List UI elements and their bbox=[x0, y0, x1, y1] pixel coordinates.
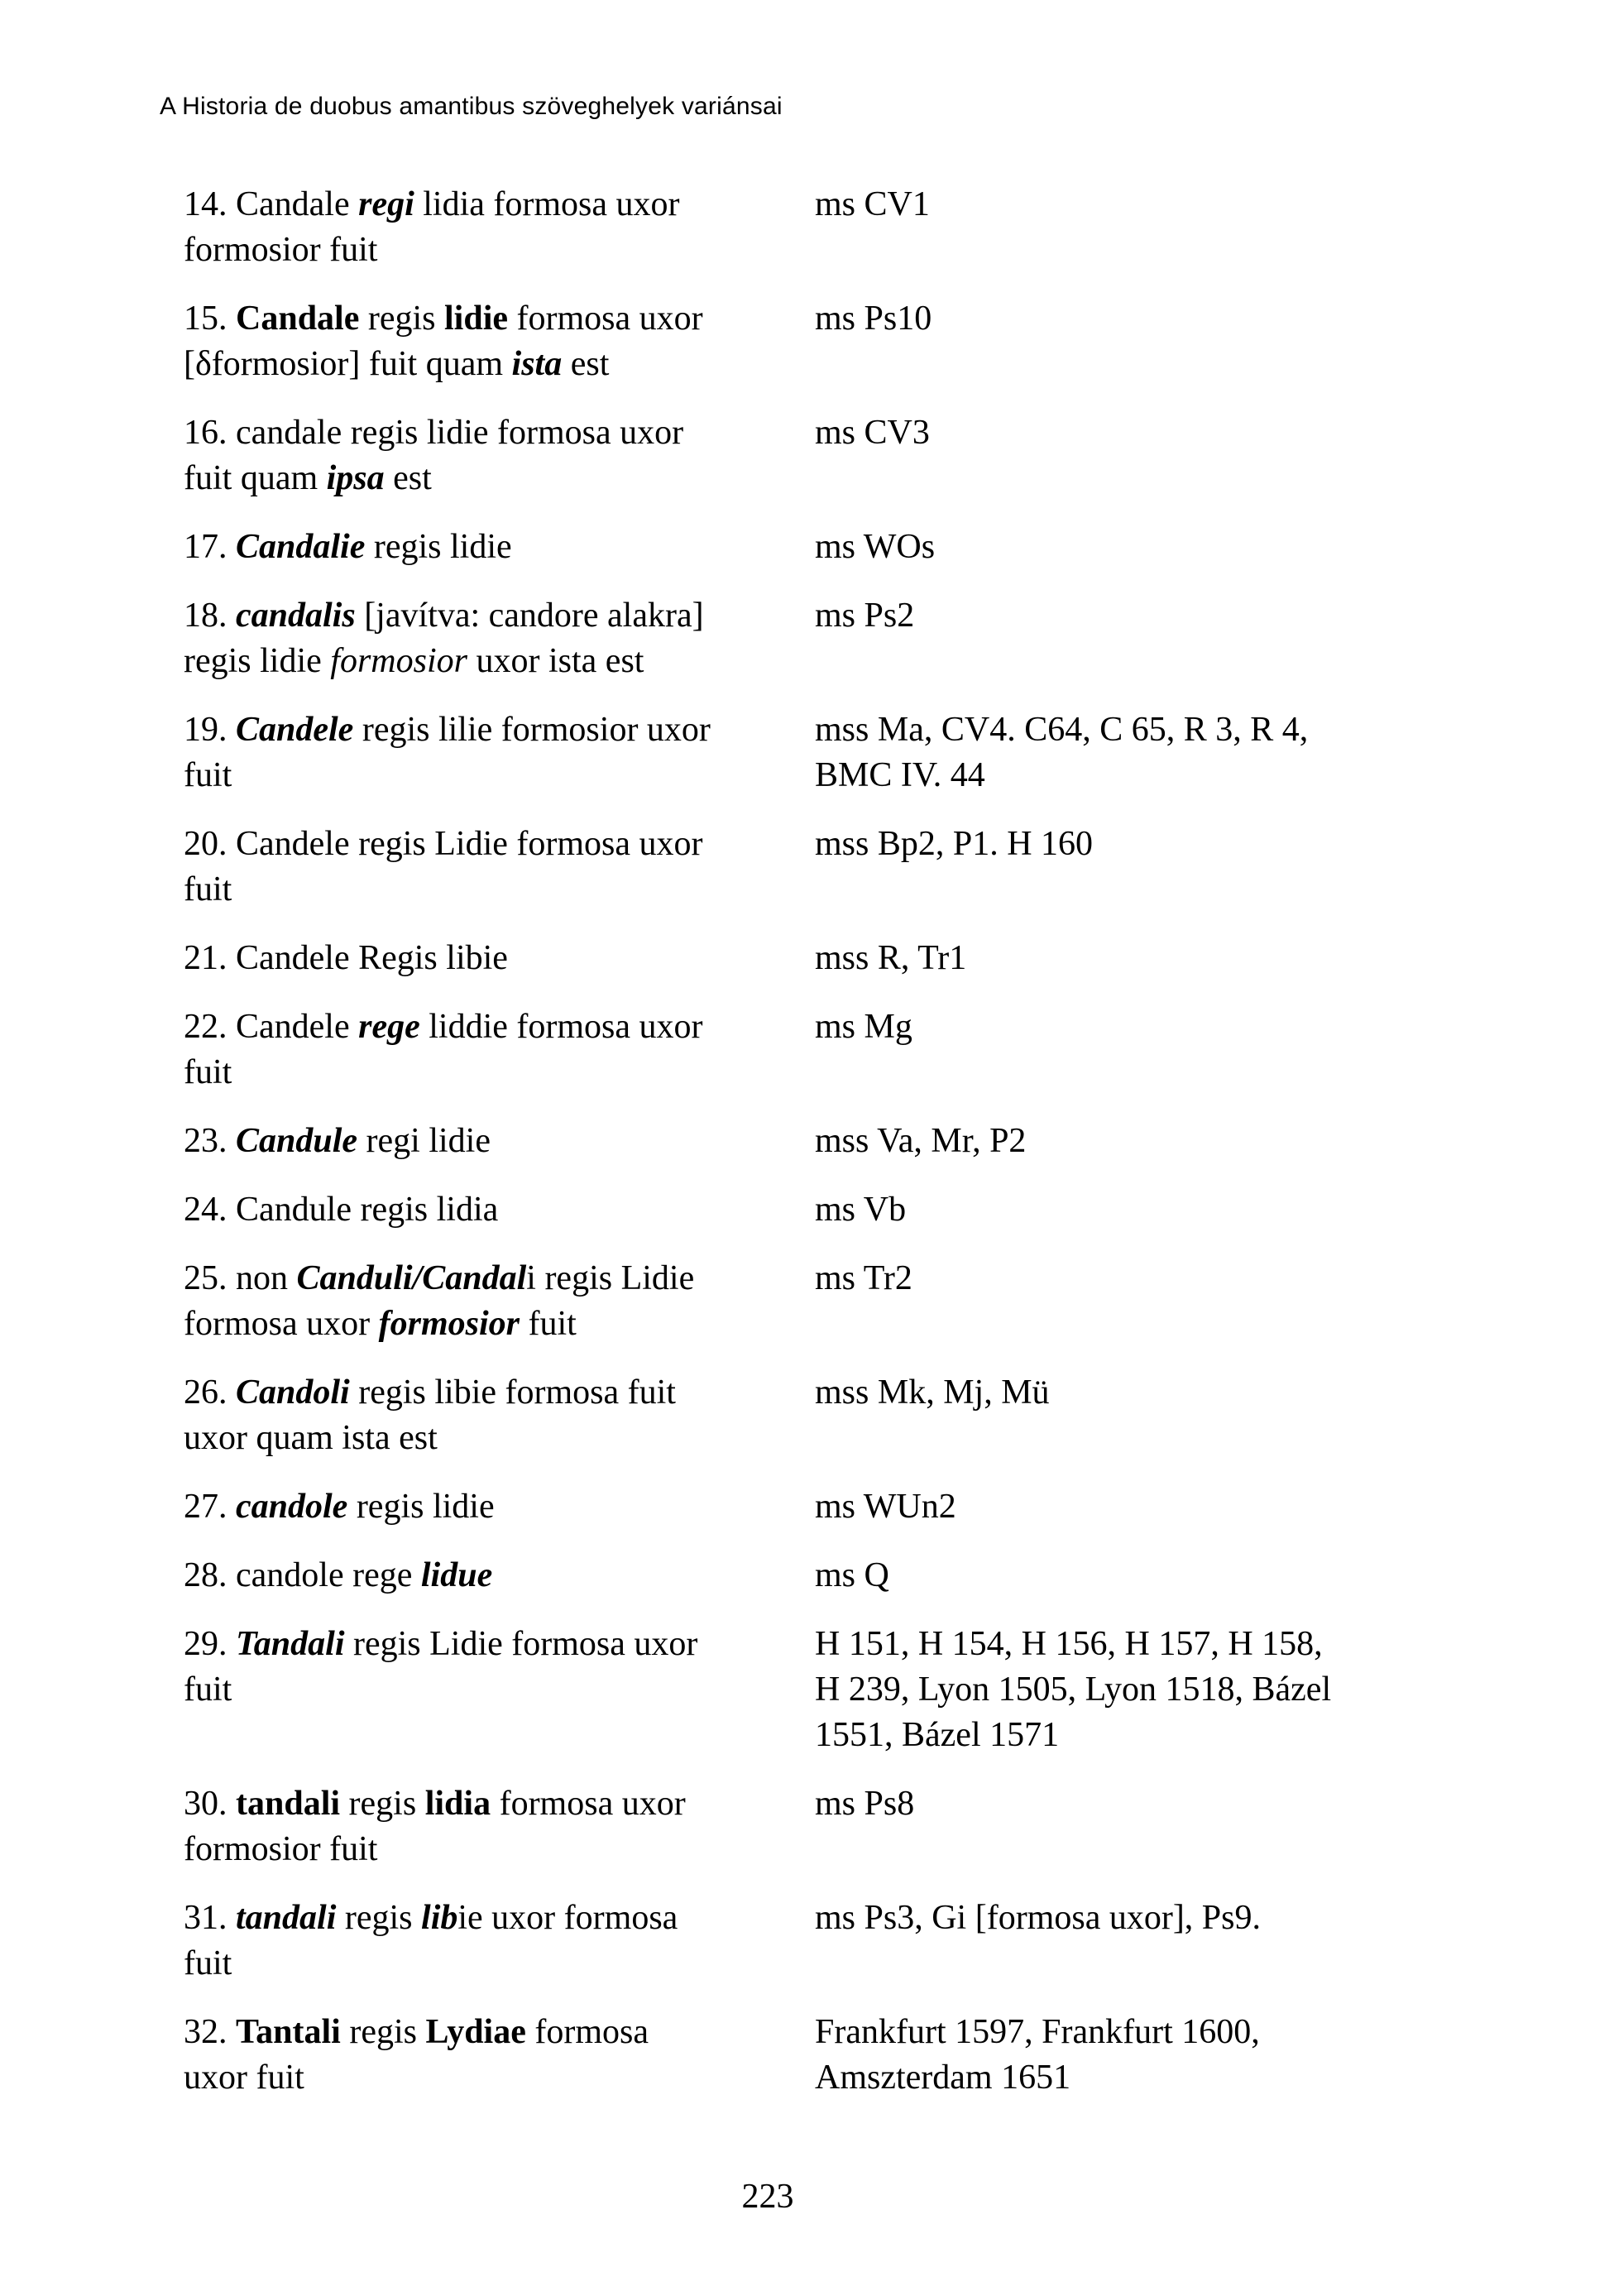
variant-text bbox=[184, 1484, 815, 1530]
witness-line: BMC IV. 44 bbox=[815, 756, 985, 794]
witness-line: mss Va, Mr, P2 bbox=[815, 1122, 1027, 1160]
witness-line: ms Ps2 bbox=[815, 597, 915, 635]
text-segment: Candoli bbox=[236, 1373, 350, 1412]
text-segment: formosior bbox=[378, 1305, 520, 1343]
text-segment: 20. Candele regis Lidie formosa uxor bbox=[184, 825, 703, 863]
text-segment: regis lilie formosior uxor bbox=[353, 711, 711, 749]
text-segment: 16. candale regis lidie formosa uxor bbox=[184, 414, 684, 452]
witness-line: ms Q bbox=[815, 1556, 889, 1594]
witness-sigla bbox=[815, 1553, 1406, 1599]
witness-line: mss Bp2, P1. H 160 bbox=[815, 825, 1094, 863]
text-segment: 21. Candele Regis libie bbox=[184, 939, 508, 977]
text-segment: uxor quam ista est bbox=[184, 1419, 438, 1457]
text-segment: 27. bbox=[184, 1488, 236, 1526]
variant-text bbox=[184, 1781, 815, 1872]
witness-line: H 239, Lyon 1505, Lyon 1518, Bázel bbox=[815, 1670, 1332, 1709]
witness-sigla bbox=[815, 1119, 1406, 1164]
variant-text bbox=[184, 1896, 815, 1987]
witness-line: ms Ps10 bbox=[815, 300, 932, 338]
witness-sigla bbox=[815, 182, 1406, 273]
variant-entry bbox=[184, 707, 1406, 798]
variant-text bbox=[184, 2010, 815, 2101]
variant-entry bbox=[184, 936, 1406, 981]
witness-sigla bbox=[815, 1256, 1406, 1347]
text-segment: 24. Candule regis lidia bbox=[184, 1191, 499, 1229]
text-segment: 25. non bbox=[184, 1259, 297, 1297]
witness-sigla bbox=[815, 593, 1406, 684]
witness-line: Frankfurt 1597, Frankfurt 1600, bbox=[815, 2013, 1260, 2051]
variant-line bbox=[184, 456, 815, 501]
text-segment: regis lidie bbox=[347, 1488, 495, 1526]
variant-entry bbox=[184, 1622, 1406, 1758]
variant-line bbox=[184, 2010, 815, 2055]
text-segment: regis lidie bbox=[365, 528, 512, 566]
variant-line bbox=[184, 1187, 815, 1233]
witness-line: ms WUn2 bbox=[815, 1488, 956, 1526]
variant-entry bbox=[184, 1781, 1406, 1872]
variant-line bbox=[184, 1050, 815, 1095]
witness-sigla bbox=[815, 1781, 1406, 1872]
text-segment: fuit bbox=[519, 1305, 577, 1343]
text-segment: [δformosior] fuit quam bbox=[184, 345, 512, 383]
text-segment: Candalie bbox=[236, 528, 366, 566]
page-number: 223 bbox=[741, 2178, 794, 2216]
text-segment: 28. candole rege bbox=[184, 1556, 421, 1594]
text-segment: 29. bbox=[184, 1625, 236, 1663]
variant-line bbox=[184, 182, 815, 228]
variant-line bbox=[184, 525, 815, 570]
variant-entry bbox=[184, 1004, 1406, 1095]
variant-text bbox=[184, 707, 815, 798]
text-segment: candalis bbox=[236, 597, 356, 635]
variant-list bbox=[184, 182, 1406, 2124]
variant-text bbox=[184, 1553, 815, 1599]
text-segment: Tantali bbox=[236, 2013, 341, 2051]
text-segment: tandali bbox=[236, 1899, 337, 1937]
variant-line bbox=[184, 936, 815, 981]
text-segment: ie uxor formosa bbox=[457, 1899, 678, 1937]
variant-entry bbox=[184, 1119, 1406, 1164]
witness-sigla bbox=[815, 2010, 1406, 2101]
witness-sigla bbox=[815, 1004, 1406, 1095]
text-segment: regi lidie bbox=[357, 1122, 491, 1160]
text-segment: fuit bbox=[184, 1670, 232, 1709]
text-segment: 26. bbox=[184, 1373, 236, 1412]
text-segment: Canduli/Candal bbox=[296, 1259, 527, 1297]
witness-sigla bbox=[815, 822, 1406, 913]
text-segment: fuit bbox=[184, 1053, 232, 1091]
variant-line bbox=[184, 342, 815, 387]
witness-sigla bbox=[815, 525, 1406, 570]
text-segment: regis lidie bbox=[184, 642, 331, 680]
witness-line: ms Vb bbox=[815, 1191, 907, 1229]
text-segment: fuit bbox=[184, 1944, 232, 1982]
text-segment: regis libie formosa fuit bbox=[349, 1373, 676, 1412]
text-segment: fuit bbox=[184, 870, 232, 908]
text-segment: liddie formosa uxor bbox=[419, 1008, 703, 1046]
text-segment: uxor ista est bbox=[467, 642, 644, 680]
text-segment: formosa uxor bbox=[184, 1305, 379, 1343]
variant-entry bbox=[184, 822, 1406, 913]
text-segment: fuit bbox=[184, 756, 232, 794]
variant-entry bbox=[184, 182, 1406, 273]
variant-text bbox=[184, 1370, 815, 1461]
witness-line: H 151, H 154, H 156, H 157, H 158, bbox=[815, 1625, 1323, 1663]
text-segment: lidue bbox=[420, 1556, 493, 1594]
variant-text bbox=[184, 1004, 815, 1095]
witness-line: mss Ma, CV4. C64, C 65, R 3, R 4, bbox=[815, 711, 1309, 749]
witness-sigla bbox=[815, 936, 1406, 981]
variant-text bbox=[184, 1119, 815, 1164]
text-segment: regis bbox=[340, 2013, 426, 2051]
witness-sigla bbox=[815, 707, 1406, 798]
variant-line bbox=[184, 1370, 815, 1416]
variant-text bbox=[184, 822, 815, 913]
text-segment: Candule bbox=[236, 1122, 358, 1160]
running-head: A Historia de duobus amantibus szöveghelyek variánsai bbox=[160, 93, 783, 120]
witness-line: 1551, Bázel 1571 bbox=[815, 1716, 1060, 1754]
text-segment: formosior fuit bbox=[184, 1830, 378, 1868]
variant-line bbox=[184, 1256, 815, 1301]
variant-text bbox=[184, 936, 815, 981]
witness-line: ms CV3 bbox=[815, 414, 930, 452]
witness-sigla bbox=[815, 410, 1406, 501]
variant-line bbox=[184, 1484, 815, 1530]
variant-line bbox=[184, 822, 815, 867]
text-segment: formosa uxor bbox=[508, 300, 703, 338]
text-segment: lidie bbox=[444, 300, 509, 338]
variant-text bbox=[184, 593, 815, 684]
variant-entry bbox=[184, 525, 1406, 570]
variant-line bbox=[184, 296, 815, 342]
witness-line: ms WOs bbox=[815, 528, 936, 566]
variant-entry bbox=[184, 1553, 1406, 1599]
text-segment: regis bbox=[336, 1899, 422, 1937]
variant-entry bbox=[184, 410, 1406, 501]
variant-line bbox=[184, 410, 815, 456]
variant-line bbox=[184, 639, 815, 684]
witness-line: Amszterdam 1651 bbox=[815, 2059, 1071, 2097]
variant-text bbox=[184, 1256, 815, 1347]
variant-text bbox=[184, 182, 815, 273]
variant-text bbox=[184, 1622, 815, 1758]
text-segment: ipsa bbox=[326, 459, 385, 497]
witness-line: ms Ps8 bbox=[815, 1785, 915, 1823]
variant-entry bbox=[184, 593, 1406, 684]
text-segment: lidia bbox=[424, 1785, 491, 1823]
text-segment: 30. bbox=[184, 1785, 236, 1823]
text-segment: i regis Lidie bbox=[526, 1259, 695, 1297]
witness-sigla bbox=[815, 296, 1406, 387]
text-segment: lib bbox=[421, 1899, 458, 1937]
text-segment: 17. bbox=[184, 528, 236, 566]
variant-entry bbox=[184, 2010, 1406, 2101]
text-segment: 19. bbox=[184, 711, 236, 749]
witness-sigla bbox=[815, 1370, 1406, 1461]
variant-entry bbox=[184, 1256, 1406, 1347]
text-segment: 15. bbox=[184, 300, 236, 338]
witness-line: mss Mk, Mj, Mü bbox=[815, 1373, 1050, 1412]
variant-entry bbox=[184, 1187, 1406, 1233]
text-segment: 23. bbox=[184, 1122, 236, 1160]
variant-line bbox=[184, 1416, 815, 1461]
witness-line: mss R, Tr1 bbox=[815, 939, 967, 977]
text-segment: Lydiae bbox=[425, 2013, 526, 2051]
text-segment: lidia formosa uxor bbox=[414, 185, 680, 223]
variant-line bbox=[184, 1667, 815, 1713]
variant-line bbox=[184, 1827, 815, 1872]
variant-line bbox=[184, 1781, 815, 1827]
variant-line bbox=[184, 1941, 815, 1987]
variant-line bbox=[184, 1896, 815, 1941]
text-segment: formosior bbox=[330, 642, 467, 680]
witness-line: ms Mg bbox=[815, 1008, 912, 1046]
variant-line bbox=[184, 707, 815, 753]
text-segment: regi bbox=[358, 185, 414, 223]
text-segment: Candele bbox=[236, 711, 354, 749]
variant-line bbox=[184, 1004, 815, 1050]
variant-text bbox=[184, 410, 815, 501]
variant-line bbox=[184, 867, 815, 913]
text-segment: candole bbox=[236, 1488, 348, 1526]
variant-line bbox=[184, 1622, 815, 1667]
variant-entry bbox=[184, 1896, 1406, 1987]
text-segment: regis Lidie formosa uxor bbox=[344, 1625, 698, 1663]
variant-line bbox=[184, 2055, 815, 2101]
text-segment: fuit quam bbox=[184, 459, 327, 497]
variant-line bbox=[184, 1119, 815, 1164]
text-segment: formosa bbox=[525, 2013, 649, 2051]
variant-text bbox=[184, 296, 815, 387]
text-segment: 14. Candale bbox=[184, 185, 359, 223]
text-segment: 32. bbox=[184, 2013, 236, 2051]
text-segment: est bbox=[384, 459, 432, 497]
witness-line: ms Tr2 bbox=[815, 1259, 912, 1297]
witness-line: ms Ps3, Gi [formosa uxor], Ps9. bbox=[815, 1899, 1262, 1937]
variant-entry bbox=[184, 296, 1406, 387]
variant-line bbox=[184, 1301, 815, 1347]
variant-entry bbox=[184, 1484, 1406, 1530]
text-segment: 18. bbox=[184, 597, 236, 635]
text-segment: Candale bbox=[236, 300, 360, 338]
text-segment: est bbox=[562, 345, 610, 383]
text-segment: Tandali bbox=[236, 1625, 345, 1663]
text-segment: tandali bbox=[236, 1785, 341, 1823]
variant-line bbox=[184, 1553, 815, 1599]
text-segment: 22. Candele bbox=[184, 1008, 359, 1046]
variant-text bbox=[184, 1187, 815, 1233]
text-segment: regis bbox=[340, 1785, 425, 1823]
variant-entry bbox=[184, 1370, 1406, 1461]
variant-text bbox=[184, 525, 815, 570]
text-segment: formosior fuit bbox=[184, 231, 378, 269]
text-segment: regis bbox=[359, 300, 445, 338]
variant-line bbox=[184, 228, 815, 273]
variant-line bbox=[184, 593, 815, 639]
text-segment: 31. bbox=[184, 1899, 236, 1937]
witness-sigla bbox=[815, 1187, 1406, 1233]
witness-sigla bbox=[815, 1622, 1406, 1758]
text-segment: formosa uxor bbox=[491, 1785, 686, 1823]
text-segment: [javítva: candore alakra] bbox=[355, 597, 704, 635]
witness-sigla bbox=[815, 1896, 1406, 1987]
witness-line: ms CV1 bbox=[815, 185, 930, 223]
text-segment: ista bbox=[511, 345, 563, 383]
text-segment: rege bbox=[358, 1008, 420, 1046]
variant-line bbox=[184, 753, 815, 798]
witness-sigla bbox=[815, 1484, 1406, 1530]
text-segment: uxor fuit bbox=[184, 2059, 304, 2097]
